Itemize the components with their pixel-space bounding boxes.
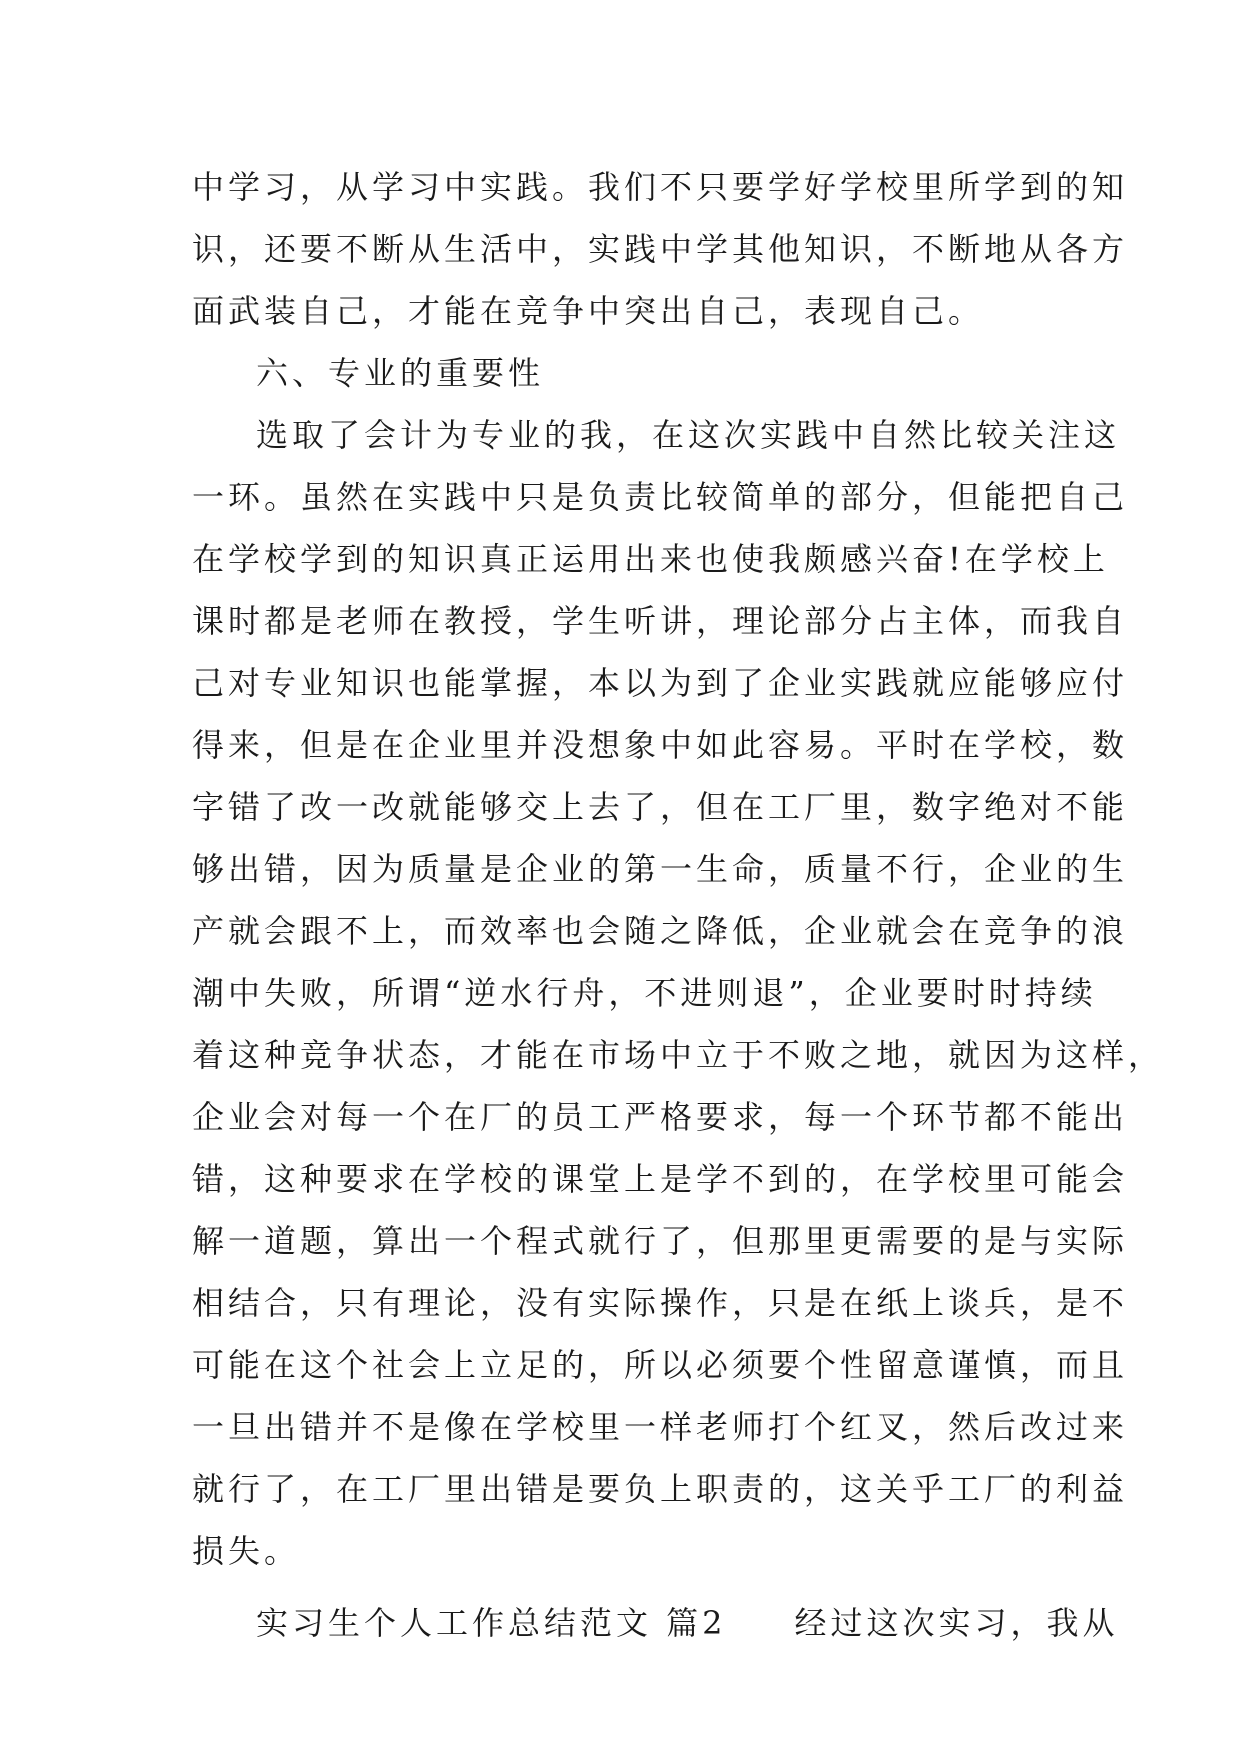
text-line: 识，还要不断从生活中，实践中学其他知识，不断地从各方 xyxy=(192,230,1129,268)
text-line: 中学习，从学习中实践。我们不只要学好学校里所学到的知 xyxy=(192,168,1129,206)
section-heading: 六、专业的重要性 xyxy=(256,354,545,392)
text-line: 选取了会计为专业的我，在这次实践中自然比较关注这 xyxy=(256,416,1121,454)
text-line: 得来，但是在企业里并没想象中如此容易。平时在学校，数 xyxy=(192,726,1129,764)
text-line: 一旦出错并不是像在学校里一样老师打个红叉，然后改过来 xyxy=(192,1408,1129,1446)
text-line: 着这种竞争状态，才能在市场中立于不败之地，就因为这样， xyxy=(192,1036,1165,1074)
text-line: 损失。 xyxy=(192,1532,301,1570)
text-line: 产就会跟不上，而效率也会随之降低，企业就会在竞争的浪 xyxy=(192,912,1129,950)
text-line: 一环。虽然在实践中只是负责比较简单的部分，但能把自己 xyxy=(192,478,1129,516)
text-line: 就行了，在工厂里出错是要负上职责的，这关乎工厂的利益 xyxy=(192,1470,1129,1508)
text-line: 字错了改一改就能够交上去了，但在工厂里，数字绝对不能 xyxy=(192,788,1129,826)
text-line: 面武装自己，才能在竞争中突出自己，表现自己。 xyxy=(192,292,985,330)
document-body xyxy=(192,156,1165,1654)
text-line: 在学校学到的知识真正运用出来也使我颇感兴奋!在学校上 xyxy=(192,540,1109,578)
text-line: 可能在这个社会上立足的，所以必须要个性留意谨慎，而且 xyxy=(192,1346,1129,1384)
text-line: 课时都是老师在教授，学生听讲，理论部分占主体，而我自 xyxy=(192,602,1129,640)
next-section-text: 经过这次实习，我从 xyxy=(794,1604,1119,1642)
text-line: 潮中失败，所谓“逆水行舟，不进则退”，企业要时时持续 xyxy=(192,974,1097,1012)
text-line: 解一道题，算出一个程式就行了，但那里更需要的是与实际 xyxy=(192,1222,1129,1260)
text-line: 己对专业知识也能掌握，本以为到了企业实践就应能够应付 xyxy=(192,664,1129,702)
next-section-title: 实习生个人工作总结范文 篇2 xyxy=(256,1604,727,1642)
text-line: 企业会对每一个在厂的员工严格要求，每一个环节都不能出 xyxy=(192,1098,1129,1136)
text-line: 相结合，只有理论，没有实际操作，只是在纸上谈兵，是不 xyxy=(192,1284,1129,1322)
text-line: 错，这种要求在学校的课堂上是学不到的，在学校里可能会 xyxy=(192,1160,1129,1198)
next-section-line xyxy=(192,1592,1119,1654)
text-line: 够出错，因为质量是企业的第一生命，质量不行，企业的生 xyxy=(192,850,1129,888)
